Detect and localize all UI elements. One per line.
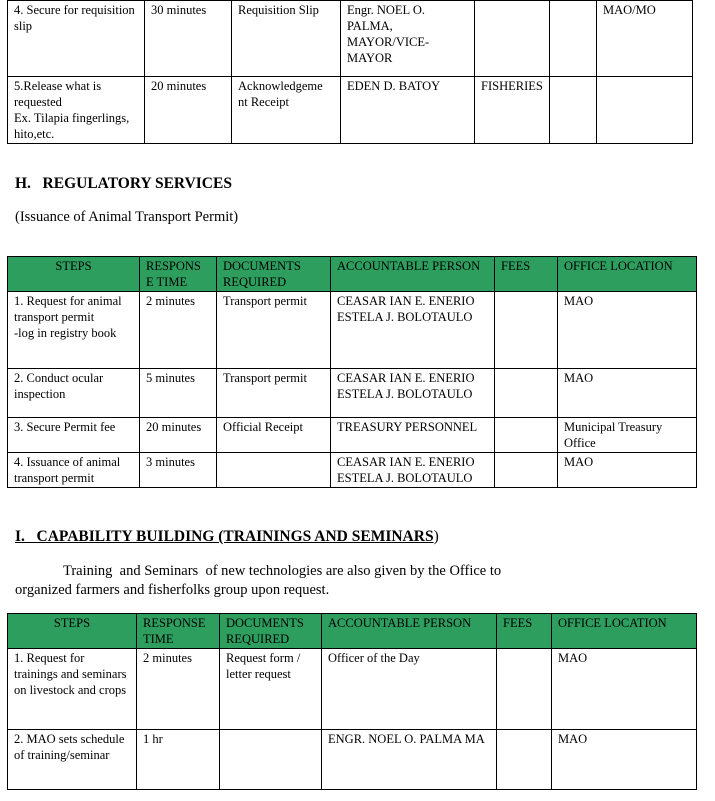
person-cell: CEASAR IAN E. ENERIO ESTELA J. BOLOTAULO xyxy=(331,292,495,369)
time-cell: 2 minutes xyxy=(137,649,220,730)
col-header-fees: FEES xyxy=(495,257,558,292)
time-cell: 20 minutes xyxy=(140,418,217,453)
docs-cell: Requisition Slip xyxy=(232,1,341,77)
col-header-location: OFFICE LOCATION xyxy=(558,257,697,292)
docs-cell: Transport permit xyxy=(217,292,331,369)
col-header-location: OFFICE LOCATION xyxy=(552,614,697,649)
fees-cell: FISHERIES xyxy=(475,77,550,144)
fees-cell xyxy=(495,292,558,369)
step-cell: 3. Secure Permit fee xyxy=(8,418,140,453)
person-cell: Officer of the Day xyxy=(322,649,497,730)
location-cell: MAO xyxy=(552,730,697,790)
table-row xyxy=(8,453,697,488)
location-cell: MAO xyxy=(558,292,697,369)
table-header-row xyxy=(8,614,697,649)
section-h-subtitle: (Issuance of Animal Transport Permit) xyxy=(15,209,239,225)
table-row xyxy=(8,649,697,730)
person-cell: ENGR. NOEL O. PALMA MA xyxy=(322,730,497,790)
person-cell: Engr. NOEL O. PALMA, MAYOR/VICE-MAYOR xyxy=(341,1,475,77)
fees-cell xyxy=(495,453,558,488)
time-cell: 3 minutes xyxy=(140,453,217,488)
col-header-accountable: ACCOUNTABLE PERSON xyxy=(331,257,495,292)
section-i-title-suffix: ) xyxy=(433,528,439,545)
table-row xyxy=(8,730,697,790)
location-cell: Municipal Treasury Office xyxy=(558,418,697,453)
empty-cell xyxy=(550,1,597,77)
person-cell: EDEN D. BATOY xyxy=(341,77,475,144)
section-i-title xyxy=(15,528,439,546)
table-row xyxy=(8,77,693,144)
time-cell: 5 minutes xyxy=(140,369,217,418)
location-cell: MAO/MO xyxy=(597,1,693,77)
col-header-response-time: RESPONS E TIME xyxy=(140,257,217,292)
table-row xyxy=(8,1,693,77)
paragraph-line-1: Training and Seminars of new technologies are also given by the Office to xyxy=(63,563,502,579)
time-cell: 2 minutes xyxy=(140,292,217,369)
person-cell: CEASAR IAN E. ENERIO ESTELA J. BOLOTAULO xyxy=(331,453,495,488)
step-cell: 1. Request for animal transport permit -log in registry book xyxy=(8,292,140,369)
location-cell: MAO xyxy=(558,369,697,418)
table-header-row xyxy=(8,257,697,292)
docs-cell xyxy=(217,453,331,488)
person-cell: CEASAR IAN E. ENERIO ESTELA J. BOLOTAULO xyxy=(331,369,495,418)
person-cell: TREASURY PERSONNEL xyxy=(331,418,495,453)
docs-cell: Request form / letter request xyxy=(220,649,322,730)
section-i-paragraph xyxy=(15,562,705,600)
col-header-documents: DOCUMENTS REQUIRED xyxy=(220,614,322,649)
table-row xyxy=(8,418,697,453)
step-cell: 2. Conduct ocular inspection xyxy=(8,369,140,418)
col-header-accountable: ACCOUNTABLE PERSON xyxy=(322,614,497,649)
fees-cell xyxy=(495,369,558,418)
capability-building-table xyxy=(7,613,697,790)
paragraph-line-2: organized farmers and fisherfolks group upon request. xyxy=(15,582,330,598)
col-header-fees: FEES xyxy=(497,614,552,649)
col-header-steps: STEPS xyxy=(8,257,140,292)
fees-cell xyxy=(497,649,552,730)
col-header-response-time: RESPONSE TIME xyxy=(137,614,220,649)
fees-cell xyxy=(475,1,550,77)
regulatory-services-table xyxy=(7,256,697,488)
docs-cell: Transport permit xyxy=(217,369,331,418)
fees-cell xyxy=(497,730,552,790)
empty-cell xyxy=(550,77,597,144)
col-header-documents: DOCUMENTS REQUIRED xyxy=(217,257,331,292)
location-cell: MAO xyxy=(552,649,697,730)
step-cell: 1. Request for trainings and seminars on livestock and crops xyxy=(8,649,137,730)
location-cell: MAO xyxy=(558,453,697,488)
time-cell: 1 hr xyxy=(137,730,220,790)
docs-cell: Acknowledgeme nt Receipt xyxy=(232,77,341,144)
step-cell: 5.Release what is requested Ex. Tilapia fingerlings, hito,etc. xyxy=(8,77,145,144)
docs-cell xyxy=(220,730,322,790)
time-cell: 20 minutes xyxy=(145,77,232,144)
section-i-title-text: I. CAPABILITY BUILDING (TRAININGS AND SEMINARS xyxy=(15,528,434,545)
table-row xyxy=(8,292,697,369)
step-cell: 4. Issuance of animal transport permit xyxy=(8,453,140,488)
requisition-table xyxy=(7,0,693,144)
time-cell: 30 minutes xyxy=(145,1,232,77)
step-cell: 4. Secure for requisition slip xyxy=(8,1,145,77)
step-cell: 2. MAO sets schedule of training/seminar xyxy=(8,730,137,790)
section-h-title: H. REGULATORY SERVICES xyxy=(15,175,232,192)
docs-cell: Official Receipt xyxy=(217,418,331,453)
table-row xyxy=(8,369,697,418)
location-cell xyxy=(597,77,693,144)
col-header-steps: STEPS xyxy=(8,614,137,649)
fees-cell xyxy=(495,418,558,453)
